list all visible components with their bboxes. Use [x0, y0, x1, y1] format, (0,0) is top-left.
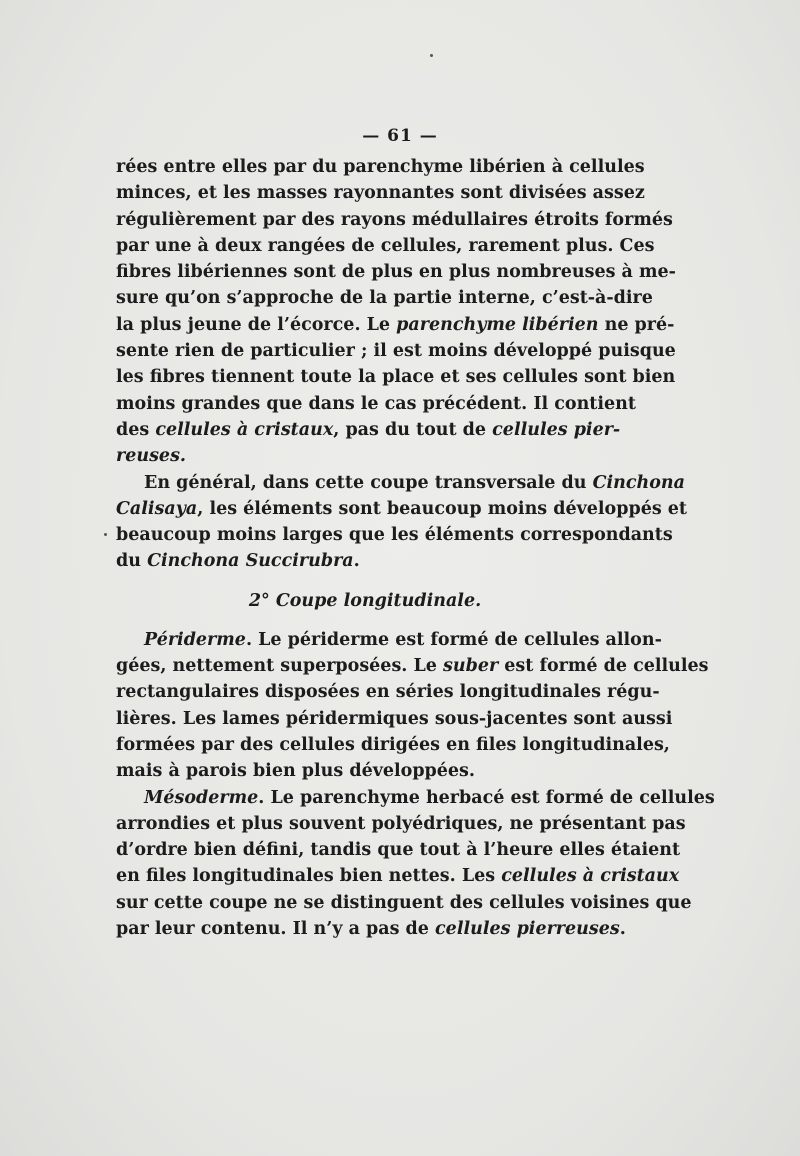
text-line: reuses.	[116, 446, 187, 467]
text-line: sure qu’on s’approche de la partie interne, c’est-à-dire	[116, 288, 653, 309]
text-line: par une à deux rangées de cellules, rarement plus. Ces	[116, 235, 655, 256]
text-run: , les éléments sont beaucoup moins développés et	[197, 498, 688, 519]
text-line	[116, 470, 685, 496]
italic-term: suber	[443, 656, 499, 677]
text-line: lières. Les lames péridermiques sous-jacentes sont aussi	[116, 708, 673, 729]
text-line: régulièrement par des rayons médullaires étroits formés	[116, 209, 673, 230]
text-run: du	[116, 551, 148, 572]
text-line: fibres libériennes sont de plus en plus nombreuses à me-	[116, 262, 676, 283]
italic-term: parenchyme libérien	[396, 314, 599, 335]
text-run: , pas du tout de	[333, 419, 493, 440]
text-line	[116, 312, 675, 338]
text-run: par leur contenu. Il n’y a pas de	[116, 919, 436, 940]
text-line	[116, 548, 614, 574]
text-run: en files longitudinales bien nettes. Les	[116, 866, 502, 887]
text-line	[116, 653, 709, 679]
text-line: mais à parois bien plus développées.	[116, 761, 476, 782]
text-line: arrondies et plus souvent polyédriques, ne présentant pas	[116, 813, 686, 834]
page-number: — 61 —	[362, 126, 438, 146]
text-line	[116, 627, 662, 653]
text-line: sente rien de particulier ; il est moins développé puisque	[116, 341, 676, 362]
text-line: rectangulaires disposées en séries longitudinales régu-	[116, 682, 660, 703]
italic-term: cellules pier-	[492, 419, 621, 440]
text-run: des	[116, 419, 156, 440]
text-run: .	[619, 919, 626, 940]
text-run: est formé de cellules	[498, 656, 709, 677]
text-line: les fibres tiennent toute la place et ses cellules sont bien	[116, 367, 676, 388]
body-text	[116, 154, 715, 942]
section-heading: 2° Coupe longitudinale.	[248, 590, 482, 611]
text-run: ne pré-	[598, 314, 675, 335]
italic-term: Cinchona	[592, 472, 685, 493]
italic-term: cellules pierreuses	[435, 919, 620, 940]
italic-term: cellules à cristaux	[155, 419, 334, 440]
text-line	[116, 496, 688, 522]
speck-mark	[104, 533, 107, 536]
text-line: d’ordre bien défini, tandis que tout à l’heure elles étaient	[116, 840, 681, 861]
text-line	[116, 417, 621, 443]
text-run: . Le parenchyme herbacé est formé de cellules	[258, 787, 715, 808]
text-line: formées par des cellules dirigées en files longitudinales,	[116, 734, 670, 755]
text-line: rées entre elles par du parenchyme libérien à cellules	[116, 157, 645, 177]
text-line: beaucoup moins larges que les éléments correspondants	[116, 525, 673, 546]
text-line: sur cette coupe ne se distinguent des cellules voisines que	[116, 892, 692, 913]
italic-term: Mésoderme	[144, 787, 259, 808]
text-run: .	[353, 551, 360, 572]
text-line	[116, 785, 715, 811]
text-line: moins grandes que dans le cas précédent. Il contient	[116, 393, 636, 414]
speck-mark	[430, 54, 433, 57]
text-line: minces, et les masses rayonnantes sont divisées assez	[116, 183, 645, 204]
text-run: gées, nettement superposées. Le	[116, 656, 444, 677]
italic-term: Calisaya	[116, 498, 198, 519]
text-run: la plus jeune de l’écorce. Le	[116, 314, 397, 335]
italic-term: Périderme	[144, 629, 246, 650]
text-line	[116, 916, 626, 942]
text-line	[116, 863, 680, 889]
italic-term: cellules à cristaux	[501, 866, 680, 887]
text-run: En général, dans cette coupe transversale du	[144, 472, 593, 493]
text-run: . Le périderme est formé de cellules allon-	[245, 629, 662, 650]
italic-term: Cinchona Succirubra	[147, 551, 354, 572]
